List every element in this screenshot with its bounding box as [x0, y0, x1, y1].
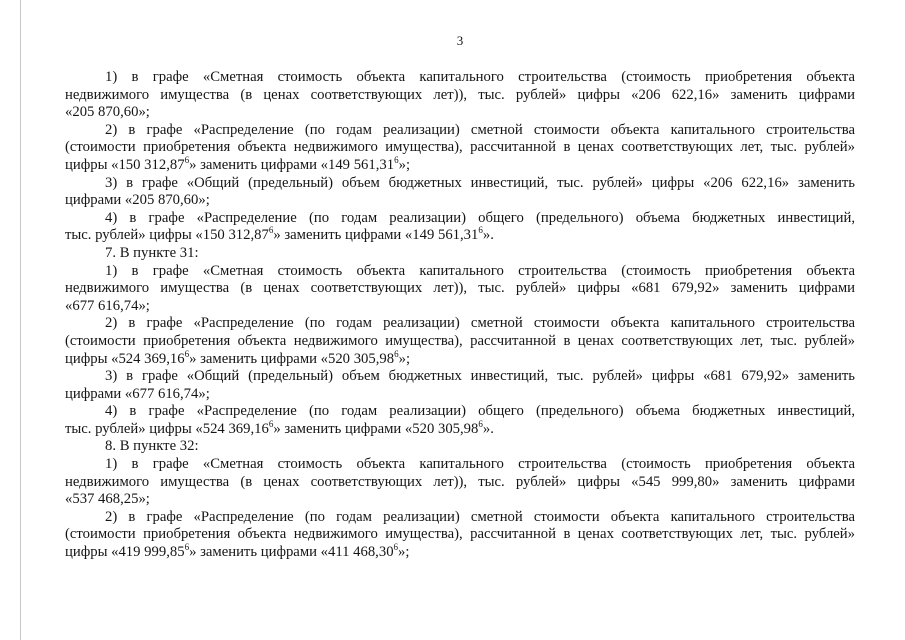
superscript-marker: 6 [394, 154, 399, 165]
text-run: ». [482, 420, 494, 437]
text-run: цифры «419 999,85 [65, 544, 185, 561]
text-run: 4) в графе «Распределение (по годам реализации) общего (предельного) объема бюджетных инвестиций, [105, 209, 855, 226]
paragraph [65, 122, 855, 175]
text-line [65, 403, 855, 421]
text-line [65, 245, 855, 263]
paragraph [65, 456, 855, 509]
text-line [65, 333, 855, 351]
text-run: цифры «524 369,16 [65, 350, 185, 367]
text-line [65, 104, 855, 122]
page-number: 3 [456, 33, 464, 48]
paragraph [65, 245, 855, 263]
paragraph [65, 175, 855, 210]
superscript-marker: 6 [478, 225, 483, 236]
scan-edge-line [20, 0, 21, 640]
text-run: 1) в графе «Сметная стоимость объекта капитального строительства (стоимость приобретения объекта [105, 262, 855, 279]
text-run: (стоимости приобретения объекта недвижимого имущества), рассчитанной в ценах соответствующих лет, тыс. рублей» [65, 139, 855, 156]
paragraph [65, 263, 855, 316]
superscript-marker: 6 [268, 418, 274, 429]
text-run: 3) в графе «Общий (предельный) объем бюджетных инвестиций, тыс. рублей» цифры «681 679,92» заменить [105, 368, 855, 385]
text-run: тыс. рублей» цифры «524 369,16 [65, 420, 269, 437]
text-run: «537 468,25»; [65, 491, 150, 508]
text-run: (стоимости приобретения объекта недвижимого имущества), рассчитанной в ценах соответствующих лет, тыс. рублей» [65, 526, 855, 543]
text-run: ». [482, 227, 494, 244]
text-line [65, 122, 855, 140]
text-line [65, 386, 855, 404]
text-run: 2) в графе «Распределение (по годам реализации) сметной стоимости объекта капитального строительства [105, 315, 855, 332]
text-run: 7. В пункте 31: [105, 244, 199, 261]
text-line [65, 456, 855, 474]
text-line [65, 474, 855, 492]
text-run: недвижимого имущества (в ценах соответствующих лет)), тыс. рублей» цифры «681 679,92» заменить цифрами [65, 280, 855, 297]
text-run: 3) в графе «Общий (предельный) объем бюджетных инвестиций, тыс. рублей» цифры «206 622,16» заменить [105, 174, 855, 191]
text-line [65, 192, 855, 210]
text-line [65, 87, 855, 105]
superscript-marker: 6 [478, 418, 483, 429]
text-line [65, 368, 855, 386]
text-run: (стоимости приобретения объекта недвижимого имущества), рассчитанной в ценах соответствующих лет, тыс. рублей» [65, 332, 855, 349]
text-run: »; [398, 544, 410, 561]
paragraph [65, 509, 855, 562]
text-run: » заменить цифрами «520 305,98 [189, 350, 395, 367]
text-line [65, 139, 855, 157]
superscript-marker: 6 [184, 348, 190, 359]
text-line [65, 348, 855, 369]
text-run: 8. В пункте 32: [105, 438, 199, 455]
text-run: цифры «150 312,87 [65, 156, 185, 173]
text-line [65, 210, 855, 228]
text-run: цифрами «677 616,74»; [65, 385, 210, 402]
superscript-marker: 6 [268, 225, 274, 236]
text-line [65, 438, 855, 456]
paragraph [65, 403, 855, 438]
superscript-marker: 6 [394, 348, 399, 359]
text-line [65, 280, 855, 298]
text-run: » заменить цифрами «520 305,98 [273, 420, 479, 437]
text-run: » заменить цифрами «149 561,31 [189, 156, 395, 173]
superscript-marker: 6 [184, 542, 190, 553]
text-line [65, 509, 855, 527]
text-run: недвижимого имущества (в ценах соответствующих лет)), тыс. рублей» цифры «206 622,16» заменить цифрами [65, 86, 855, 103]
paragraph [65, 210, 855, 245]
document-body [65, 69, 855, 562]
text-run: тыс. рублей» цифры «150 312,87 [65, 227, 269, 244]
text-line [65, 227, 855, 245]
superscript-marker: 6 [393, 542, 399, 553]
text-line [65, 418, 855, 439]
text-run: 1) в графе «Сметная стоимость объекта капитального строительства (стоимость приобретения объекта [105, 456, 855, 473]
text-run: » заменить цифрами «149 561,31 [273, 227, 479, 244]
superscript-marker: 6 [184, 154, 190, 165]
text-run: 1) в графе «Сметная стоимость объекта капитального строительства (стоимость приобретения объекта [105, 69, 855, 85]
text-run: » заменить цифрами «411 468,30 [189, 544, 394, 561]
text-run: цифрами «205 870,60»; [65, 192, 210, 209]
paragraph [65, 368, 855, 403]
text-line [65, 69, 855, 87]
text-line [65, 298, 855, 316]
text-line [65, 175, 855, 193]
text-line [65, 154, 855, 175]
text-run: 2) в графе «Распределение (по годам реализации) сметной стоимости объекта капитального строительства [105, 508, 855, 525]
text-run: »; [398, 350, 411, 367]
text-run: «677 616,74»; [65, 297, 150, 314]
text-line [65, 526, 855, 544]
text-run: »; [398, 156, 411, 173]
text-run: 4) в графе «Распределение (по годам реализации) общего (предельного) объема бюджетных инвестиций, [105, 403, 855, 420]
paragraph [65, 315, 855, 368]
text-run: «205 870,60»; [65, 104, 150, 121]
text-line [65, 315, 855, 333]
paragraph [65, 69, 855, 122]
text-line [65, 263, 855, 281]
text-line [65, 491, 855, 509]
text-line [65, 544, 855, 562]
text-run: 2) в графе «Распределение (по годам реализации) сметной стоимости объекта капитального строительства [105, 121, 855, 138]
paragraph [65, 438, 855, 456]
text-run: недвижимого имущества (в ценах соответствующих лет)), тыс. рублей» цифры «545 999,80» заменить цифрами [65, 473, 855, 490]
